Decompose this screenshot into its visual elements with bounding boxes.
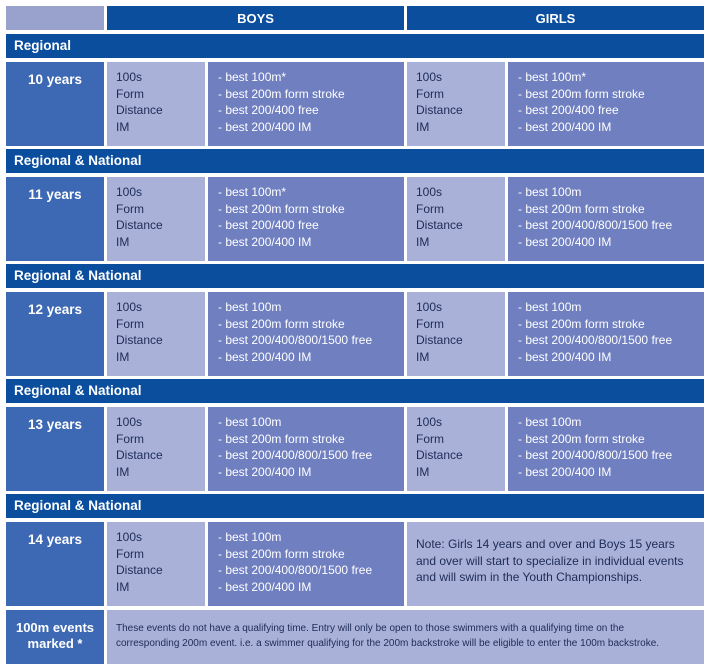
detail-im: - best 200/400 IM [518, 234, 612, 249]
event-im: IM [416, 464, 430, 479]
event-100s: 100s [116, 185, 143, 199]
detail-100s: - best 100m* [518, 70, 587, 84]
event-100s: 100s [116, 530, 143, 544]
boys-events [107, 177, 205, 261]
age-label: 13 years [6, 407, 104, 491]
detail-100s: - best 100m [518, 300, 582, 314]
footnote-text-line: corresponding 200m event. i.e. a swimmer qualifying for the 200m backstroke will be eligible to enter the 100m backstroke. [116, 638, 660, 649]
age-label: 11 years [6, 177, 104, 261]
event-im: IM [416, 234, 430, 249]
detail-form: - best 200m form stroke [518, 86, 645, 101]
event-form: Form [116, 546, 144, 561]
detail-distance: - best 200/400 free [218, 103, 319, 117]
event-im: IM [116, 119, 130, 134]
event-distance: Distance [116, 218, 163, 232]
detail-im: - best 200/400 IM [518, 119, 612, 134]
section-title: Regional [6, 34, 704, 58]
boys-events [107, 62, 205, 146]
detail-im: - best 200/400 IM [218, 234, 312, 249]
detail-distance: - best 200/400/800/1500 free [518, 218, 673, 232]
detail-distance: - best 200/400 free [518, 103, 619, 117]
event-im: IM [116, 579, 130, 594]
footnote-text [107, 610, 704, 664]
detail-form: - best 200m form stroke [218, 201, 345, 216]
note-line: Note: Girls 14 years and over and Boys 15 years [416, 537, 675, 551]
event-form: Form [416, 86, 444, 101]
event-distance: Distance [116, 103, 163, 117]
footnote-label-line: 100m events [15, 620, 95, 635]
section-title: Regional & National [6, 379, 704, 403]
footnote-label-line: marked * [27, 636, 83, 651]
boys-column-header: BOYS [107, 6, 404, 30]
event-im: IM [116, 234, 130, 249]
event-100s: 100s [116, 70, 143, 84]
girls-details [508, 62, 704, 146]
note-line: and over will start to specialize in individual events [416, 553, 684, 568]
detail-distance: - best 200/400/800/1500 free [218, 563, 373, 577]
boys-events [107, 407, 205, 491]
event-distance: Distance [116, 448, 163, 462]
detail-form: - best 200m form stroke [218, 86, 345, 101]
detail-100s: - best 100m [518, 185, 582, 199]
event-im: IM [116, 464, 130, 479]
event-form: Form [416, 431, 444, 446]
event-100s: 100s [116, 415, 143, 429]
detail-distance: - best 200/400/800/1500 free [218, 448, 373, 462]
event-distance: Distance [116, 563, 163, 577]
detail-100s: - best 100m* [218, 185, 287, 199]
boys-details [208, 62, 404, 146]
event-im: IM [416, 119, 430, 134]
note-line: and will swim in the Youth Championships. [416, 570, 643, 584]
event-form: Form [116, 431, 144, 446]
detail-distance: - best 200/400 free [218, 218, 319, 232]
event-form: Form [416, 316, 444, 331]
event-100s: 100s [416, 415, 443, 429]
boys-details [208, 177, 404, 261]
age-label: 10 years [6, 62, 104, 146]
event-form: Form [416, 201, 444, 216]
detail-distance: - best 200/400/800/1500 free [518, 448, 673, 462]
event-100s: 100s [416, 70, 443, 84]
event-distance: Distance [116, 333, 163, 347]
section-title: Regional & National [6, 494, 704, 518]
section-title: Regional & National [6, 149, 704, 173]
event-im: IM [416, 349, 430, 364]
girls-details [508, 177, 704, 261]
detail-100s: - best 100m [218, 530, 282, 544]
event-im: IM [116, 349, 130, 364]
detail-distance: - best 200/400/800/1500 free [518, 333, 673, 347]
girls-events [407, 177, 505, 261]
boys-events [107, 522, 205, 606]
age-label: 12 years [6, 292, 104, 376]
detail-im: - best 200/400 IM [518, 349, 612, 364]
detail-100s: - best 100m [218, 415, 282, 429]
detail-distance: - best 200/400/800/1500 free [218, 333, 373, 347]
event-distance: Distance [416, 103, 463, 117]
event-form: Form [116, 316, 144, 331]
detail-im: - best 200/400 IM [218, 579, 312, 594]
boys-events [107, 292, 205, 376]
detail-im: - best 200/400 IM [218, 464, 312, 479]
girls-column-header: GIRLS [407, 6, 704, 30]
header-corner [6, 6, 104, 30]
event-100s: 100s [416, 300, 443, 314]
detail-form: - best 200m form stroke [218, 431, 345, 446]
detail-im: - best 200/400 IM [218, 349, 312, 364]
girls-details [508, 292, 704, 376]
age-label: 14 years [6, 522, 104, 606]
event-distance: Distance [416, 218, 463, 232]
detail-form: - best 200m form stroke [218, 546, 345, 561]
event-100s: 100s [116, 300, 143, 314]
boys-details [208, 407, 404, 491]
detail-100s: - best 100m [518, 415, 582, 429]
event-form: Form [116, 201, 144, 216]
event-100s: 100s [416, 185, 443, 199]
boys-details [208, 292, 404, 376]
boys-details [208, 522, 404, 606]
girls-events [407, 62, 505, 146]
girls-details [508, 407, 704, 491]
girls-note [407, 522, 704, 606]
event-form: Form [116, 86, 144, 101]
detail-100s: - best 100m* [218, 70, 287, 84]
detail-form: - best 200m form stroke [218, 316, 345, 331]
girls-events [407, 292, 505, 376]
detail-100s: - best 100m [218, 300, 282, 314]
section-title: Regional & National [6, 264, 704, 288]
footnote-label [6, 610, 104, 664]
footnote-text-line: These events do not have a qualifying time. Entry will only be open to those swimmers with a qualifying time on the [116, 623, 625, 634]
event-distance: Distance [416, 448, 463, 462]
detail-form: - best 200m form stroke [518, 431, 645, 446]
detail-form: - best 200m form stroke [518, 316, 645, 331]
detail-im: - best 200/400 IM [218, 119, 312, 134]
event-distance: Distance [416, 333, 463, 347]
girls-events [407, 407, 505, 491]
detail-form: - best 200m form stroke [518, 201, 645, 216]
detail-im: - best 200/400 IM [518, 464, 612, 479]
